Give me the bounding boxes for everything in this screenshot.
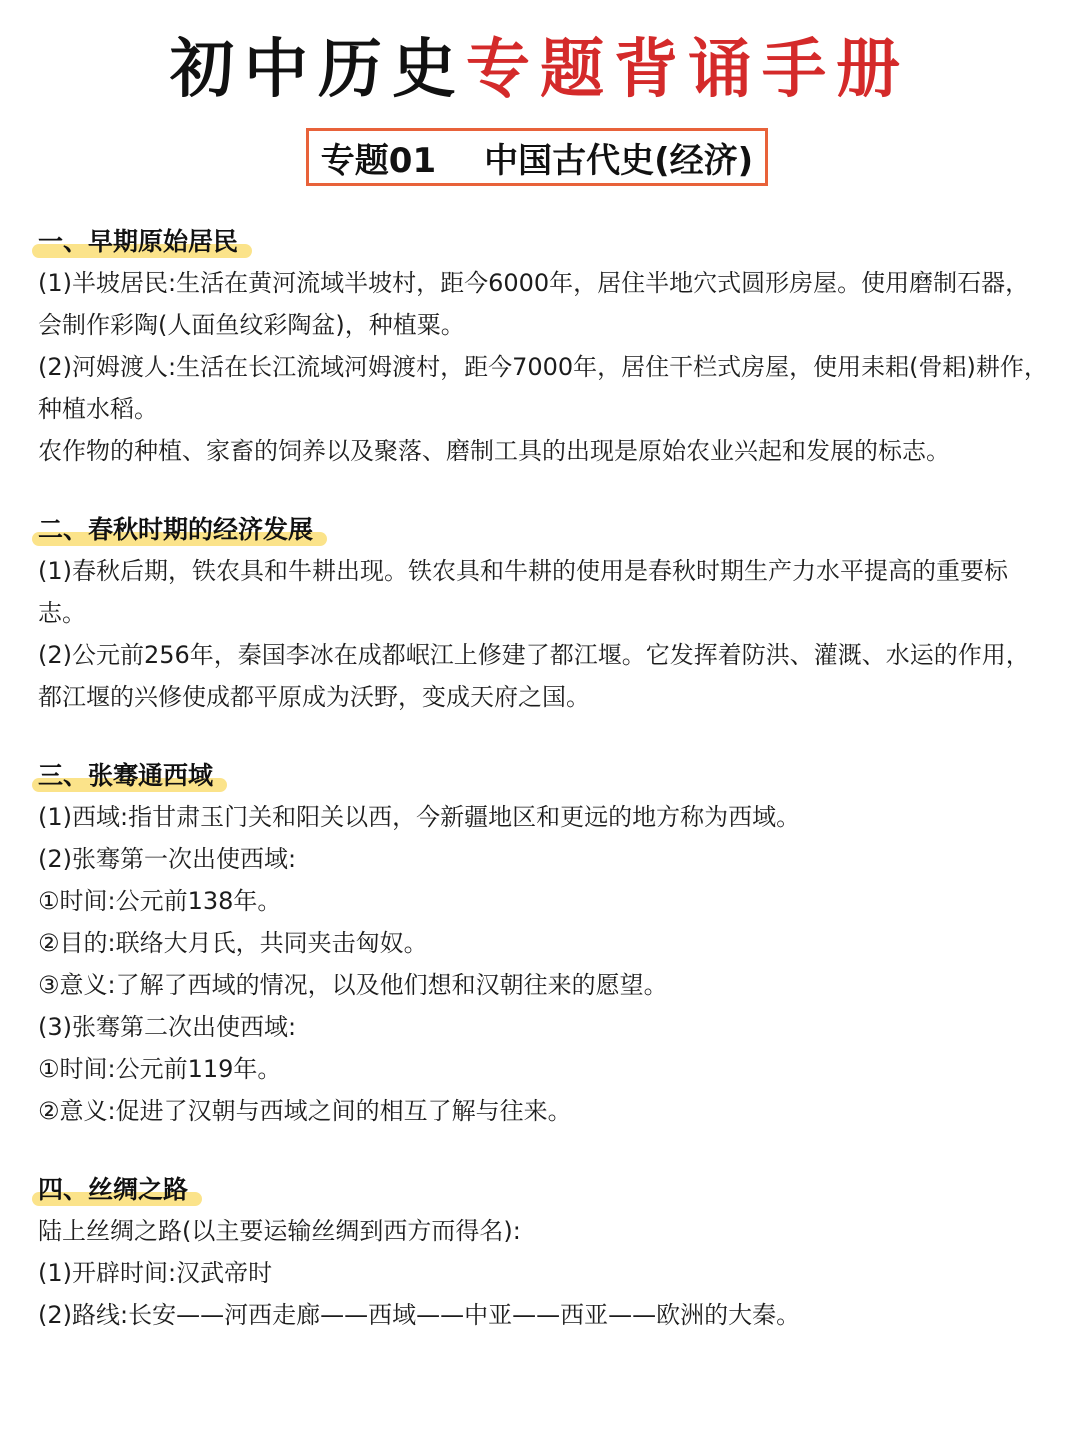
paragraph: 陆上丝绸之路(以主要运输丝绸到西方而得名): — [38, 1217, 521, 1245]
section-early-residents — [38, 224, 1048, 472]
paragraph: ①时间:公元前119年。 — [38, 1055, 282, 1083]
paragraph: (2)河姆渡人:生活在长江流域河姆渡村，距今7000年，居住干栏式房屋，使用耒耜(骨耜)耕作，种植水稻。 — [38, 353, 1048, 423]
section-heading: 二、春秋时期的经济发展 — [38, 512, 321, 548]
paragraph: (1)半坡居民:生活在黄河流域半坡村，距今6000年，居住半地穴式圆形房屋。使用磨制石器，会制作彩陶(人面鱼纹彩陶盆)，种植粟。 — [38, 269, 1030, 339]
section-spring-autumn-economy — [38, 512, 1048, 718]
paragraph: 农作物的种植、家畜的饲养以及聚落、磨制工具的出现是原始农业兴起和发展的标志。 — [38, 437, 950, 465]
title-part-red: 专题背诵手册 — [466, 32, 910, 107]
topic-number: 专题01 — [320, 140, 437, 181]
paragraph: ②意义:促进了汉朝与西域之间的相互了解与往来。 — [38, 1097, 572, 1125]
topic-box — [306, 128, 768, 186]
title-part-black: 初中历史 — [170, 32, 466, 107]
section-heading: 四、丝绸之路 — [38, 1172, 196, 1208]
section-heading: 三、张骞通西域 — [38, 758, 221, 794]
paragraph: (1)春秋后期，铁农具和牛耕出现。铁农具和牛耕的使用是春秋时期生产力水平提高的重要标志。 — [38, 557, 1008, 627]
page-title — [0, 30, 1080, 110]
paragraph: (1)开辟时间:汉武帝时 — [38, 1259, 273, 1287]
topic-name: 中国古代史(经济) — [484, 140, 754, 181]
paragraph: (2)张骞第一次出使西域: — [38, 845, 297, 873]
paragraph: ②目的:联络大月氏，共同夹击匈奴。 — [38, 929, 428, 957]
section-zhang-qian — [38, 758, 1048, 1132]
paragraph: (1)西域:指甘肃玉门关和阳关以西，今新疆地区和更远的地方称为西域。 — [38, 803, 801, 831]
section-silk-road — [38, 1172, 1048, 1336]
paragraph: ③意义:了解了西域的情况，以及他们想和汉朝往来的愿望。 — [38, 971, 668, 999]
content-area — [38, 224, 1048, 1376]
paragraph: (2)路线:长安——河西走廊——西域——中亚——西亚——欧洲的大秦。 — [38, 1301, 801, 1329]
section-heading: 一、早期原始居民 — [38, 224, 246, 260]
paragraph: ①时间:公元前138年。 — [38, 887, 282, 915]
paragraph: (2)公元前256年，秦国李冰在成都岷江上修建了都江堰。它发挥着防洪、灌溉、水运的作用，都江堰的兴修使成都平原成为沃野，变成天府之国。 — [38, 641, 1030, 711]
paragraph: (3)张骞第二次出使西域: — [38, 1013, 297, 1041]
